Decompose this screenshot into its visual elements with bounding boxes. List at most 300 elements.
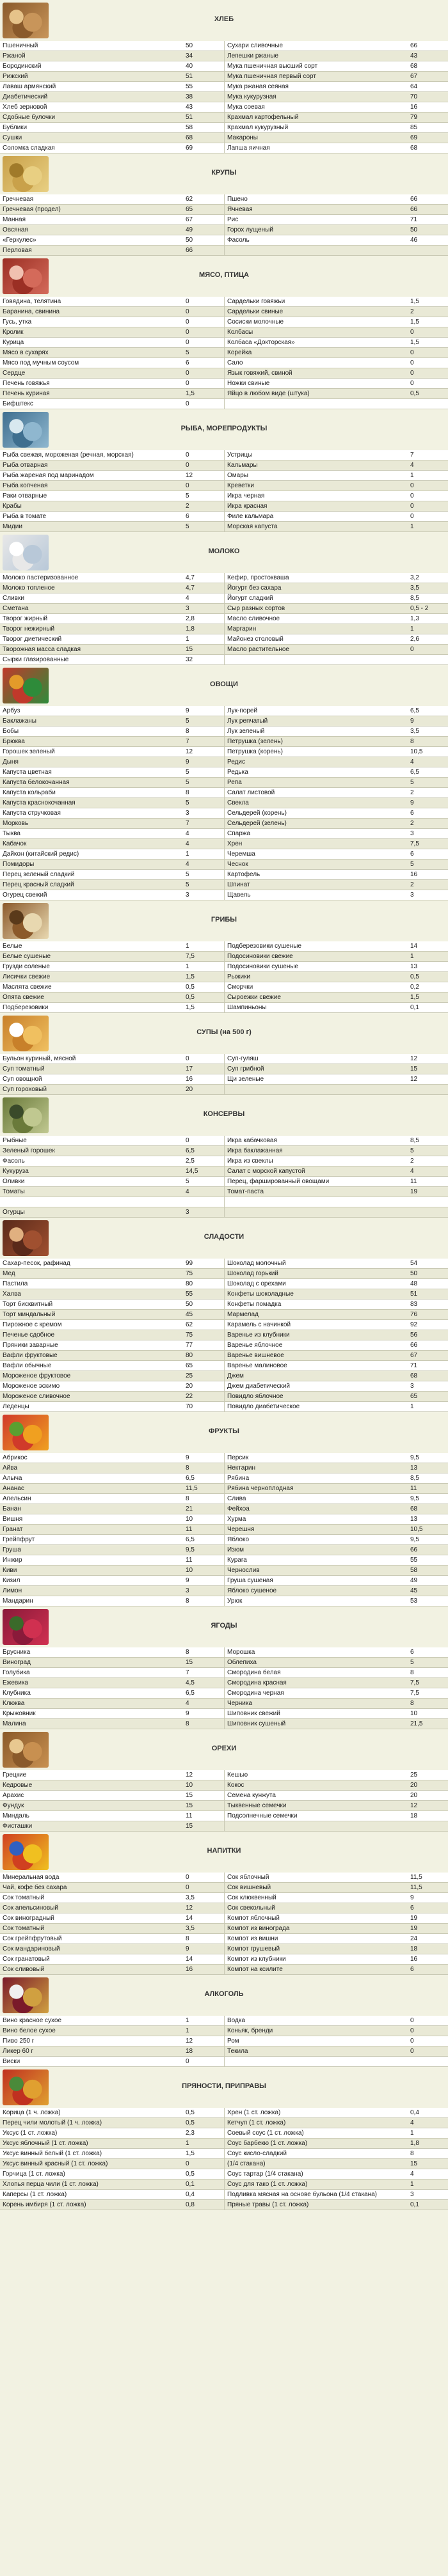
carb-value: 8 xyxy=(183,1463,225,1473)
table-row xyxy=(0,501,448,512)
table-row xyxy=(0,481,448,491)
food-name: Груша сушеная xyxy=(225,1576,408,1586)
carb-value: 4,7 xyxy=(183,583,225,593)
food-name: Творог диетический xyxy=(0,634,183,645)
table-row xyxy=(0,102,448,113)
food-name: Капуста стручковая xyxy=(0,808,183,819)
food-name: Перловая xyxy=(0,246,183,256)
carb-value: 25 xyxy=(408,1770,448,1780)
table-row xyxy=(0,317,448,327)
food-name: Арбуз xyxy=(0,706,183,716)
food-name: Помидоры xyxy=(0,860,183,870)
carb-value: 3 xyxy=(408,890,448,900)
table-row xyxy=(0,1473,448,1484)
carb-value: 4 xyxy=(183,839,225,849)
table-row xyxy=(0,1954,448,1965)
food-name: Капуста белокочанная xyxy=(0,778,183,788)
table-row xyxy=(0,338,448,348)
carb-value: 9 xyxy=(183,757,225,767)
food-name: Повидло диабетическое xyxy=(225,1402,408,1412)
carb-value xyxy=(408,2057,448,2067)
carb-value xyxy=(408,1085,448,1095)
carb-value: 14 xyxy=(183,1913,225,1924)
section-title: СУПЫ (на 500 г) xyxy=(196,1028,252,1036)
carb-value: 1 xyxy=(408,2179,448,2190)
carb-value: 67 xyxy=(408,1351,448,1361)
food-name: Яблоко сушеное xyxy=(225,1586,408,1596)
food-name: Редис xyxy=(225,757,408,767)
table-row xyxy=(0,61,448,72)
carb-value: 17 xyxy=(183,1064,225,1074)
carb-value: 14 xyxy=(183,1954,225,1965)
table-row xyxy=(0,82,448,92)
carb-value: 11 xyxy=(408,1484,448,1494)
food-name: Чернослив xyxy=(225,1566,408,1576)
food-name: Мука ржаная сеяная xyxy=(225,82,408,92)
table-row xyxy=(0,399,448,409)
carb-value: 20 xyxy=(183,1381,225,1392)
table-row xyxy=(0,634,448,645)
carb-value: 32 xyxy=(183,655,225,665)
carb-value: 0,8 xyxy=(183,2200,225,2210)
carb-value: 1 xyxy=(408,952,448,962)
food-name: Подосиновики свежие xyxy=(225,952,408,962)
carb-value: 8 xyxy=(183,1719,225,1729)
carb-value: 20 xyxy=(408,1780,448,1791)
table-row xyxy=(0,757,448,767)
carb-value: 43 xyxy=(408,51,448,61)
carb-value: 51 xyxy=(183,72,225,82)
carb-value: 2 xyxy=(408,307,448,317)
carb-value xyxy=(408,399,448,409)
food-name: Черешня xyxy=(225,1525,408,1535)
food-name: Масло сливочное xyxy=(225,614,408,624)
food-name: Хлеб зерновой xyxy=(0,102,183,113)
table-row xyxy=(0,327,448,338)
carb-value: 0 xyxy=(408,327,448,338)
carb-value: 0 xyxy=(408,379,448,389)
food-name: Сок гранатовый xyxy=(0,1954,183,1965)
food-name: Подберезовики сушеные xyxy=(225,941,408,952)
food-name: Варенье вишневое xyxy=(225,1351,408,1361)
table-row xyxy=(0,1903,448,1913)
food-name: Капуста краснокочанная xyxy=(0,798,183,808)
food-name: Крабы xyxy=(0,501,183,512)
food-name: Водка xyxy=(225,2016,408,2026)
carb-value: 0 xyxy=(183,317,225,327)
table-row xyxy=(0,2046,448,2057)
food-name: Рыжики xyxy=(225,972,408,982)
table-row xyxy=(0,450,448,460)
table-row xyxy=(0,624,448,634)
table-row xyxy=(0,798,448,808)
food-name: Урюк xyxy=(225,1596,408,1606)
food-name: Белые xyxy=(0,941,183,952)
carb-value: 66 xyxy=(408,1340,448,1351)
food-name: Виноград xyxy=(0,1658,183,1668)
food-name: Печенье сдобное xyxy=(0,1330,183,1340)
food-name: Йогурт сладкий xyxy=(225,593,408,604)
carb-value xyxy=(408,1821,448,1832)
food-name: Шоколад горький xyxy=(225,1269,408,1279)
food-table xyxy=(0,1453,448,1606)
carb-value: 5 xyxy=(183,522,225,532)
food-name: Соус барбекю (1 ст. ложка) xyxy=(225,2139,408,2149)
food-name: Подливка мясная на основе бульона (1/4 стакана) xyxy=(225,2190,408,2200)
food-name xyxy=(225,655,408,665)
carb-value: 1,5 xyxy=(183,2149,225,2159)
food-name: Сливки xyxy=(0,593,183,604)
food-name: Филе кальмара xyxy=(225,512,408,522)
table-row xyxy=(0,2036,448,2046)
table-row xyxy=(0,1770,448,1780)
food-name: Томат-паста xyxy=(225,1187,408,1197)
food-name: Крахмал кукурузный xyxy=(225,123,408,133)
carb-value: 1 xyxy=(408,2128,448,2139)
table-row xyxy=(0,1873,448,1883)
carb-value: 6 xyxy=(408,808,448,819)
carb-value: 0 xyxy=(183,297,225,307)
table-row xyxy=(0,2128,448,2139)
carb-value: 13 xyxy=(408,1463,448,1473)
table-row xyxy=(0,747,448,757)
carb-value: 0,5 xyxy=(183,2169,225,2179)
section-title: ХЛЕБ xyxy=(214,15,234,23)
table-row xyxy=(0,205,448,215)
food-name: Кедровые xyxy=(0,1780,183,1791)
carb-value: 1 xyxy=(183,634,225,645)
carb-value: 21 xyxy=(183,1504,225,1514)
food-name: Фисташки xyxy=(0,1821,183,1832)
carb-value: 15 xyxy=(183,1791,225,1801)
carb-value: 2 xyxy=(408,880,448,890)
food-name: Сметана xyxy=(0,604,183,614)
food-name: Маргарин xyxy=(225,624,408,634)
food-name: Конфеты помадка xyxy=(225,1300,408,1310)
carb-value: 65 xyxy=(408,1392,448,1402)
food-name: Перец чили молотый (1 ч. ложка) xyxy=(0,2118,183,2128)
carb-value: 1 xyxy=(183,849,225,860)
carb-value: 0,1 xyxy=(408,2200,448,2210)
food-name: Виски xyxy=(0,2057,183,2067)
food-name: Компот из вишни xyxy=(225,1934,408,1944)
carb-value: 0,5 xyxy=(183,2118,225,2128)
food-name: Халва xyxy=(0,1289,183,1300)
food-name: Сок мандариновый xyxy=(0,1944,183,1954)
food-name: Инжир xyxy=(0,1555,183,1566)
carb-value: 68 xyxy=(408,1371,448,1381)
food-name: Мидии xyxy=(0,522,183,532)
table-row xyxy=(0,1402,448,1412)
table-row xyxy=(0,522,448,532)
food-name: Вафли обычные xyxy=(0,1361,183,1371)
carb-value: 2 xyxy=(408,1156,448,1166)
carb-value: 5 xyxy=(408,1146,448,1156)
food-name: Рыба копченая xyxy=(0,481,183,491)
carb-value: 50 xyxy=(183,1300,225,1310)
food-name: Груша xyxy=(0,1545,183,1555)
food-name: Уксус винный белый (1 ст. ложка) xyxy=(0,2149,183,2159)
food-name: Вино белое сухое xyxy=(0,2026,183,2036)
food-name: Арахис xyxy=(0,1791,183,1801)
carb-value: 0,1 xyxy=(183,2179,225,2190)
food-name: Манная xyxy=(0,215,183,225)
table-row xyxy=(0,737,448,747)
carb-value: 0 xyxy=(183,307,225,317)
carb-value: 14 xyxy=(408,941,448,952)
section-header xyxy=(0,1606,448,1647)
table-row xyxy=(0,1310,448,1320)
table-row xyxy=(0,890,448,900)
carb-value: 6 xyxy=(408,1965,448,1975)
carb-value: 1 xyxy=(183,2016,225,2026)
section-title: МОЛОКО xyxy=(208,547,240,555)
table-row xyxy=(0,1647,448,1658)
table-row xyxy=(0,952,448,962)
food-name: Сардельки свиные xyxy=(225,307,408,317)
food-name: Суп томатный xyxy=(0,1064,183,1074)
carb-value: 0,5 xyxy=(183,2108,225,2118)
table-row xyxy=(0,1596,448,1606)
carb-value: 0 xyxy=(183,379,225,389)
section-title: КРУПЫ xyxy=(211,169,237,177)
food-name: Корица (1 ч. ложка) xyxy=(0,2108,183,2118)
table-row xyxy=(0,1699,448,1709)
carb-value: 67 xyxy=(408,72,448,82)
table-row xyxy=(0,993,448,1003)
food-name: Сыроежки свежие xyxy=(225,993,408,1003)
carb-value: 0 xyxy=(183,481,225,491)
food-name: Лук-порей xyxy=(225,706,408,716)
food-name: Курага xyxy=(225,1555,408,1566)
food-table xyxy=(0,2108,448,2210)
table-row xyxy=(0,297,448,307)
carb-value: 10 xyxy=(408,1709,448,1719)
food-name: Йогурт без сахара xyxy=(225,583,408,593)
food-name: Лаваш армянский xyxy=(0,82,183,92)
carb-value: 4 xyxy=(183,860,225,870)
food-name xyxy=(225,1207,408,1218)
food-name xyxy=(225,246,408,256)
food-name: Компот из винограда xyxy=(225,1924,408,1934)
carb-value: 68 xyxy=(408,61,448,72)
table-row xyxy=(0,1269,448,1279)
food-name: Печень говяжья xyxy=(0,379,183,389)
carb-value: 0 xyxy=(408,501,448,512)
carb-value: 0 xyxy=(408,2046,448,2057)
carb-value: 5 xyxy=(408,860,448,870)
carb-value: 6 xyxy=(408,849,448,860)
food-name: Брусника xyxy=(0,1647,183,1658)
section xyxy=(0,900,448,1013)
carb-value: 5 xyxy=(183,1177,225,1187)
carb-value: 5 xyxy=(183,767,225,778)
food-name: Малина xyxy=(0,1719,183,1729)
food-name xyxy=(225,1085,408,1095)
section-title: КОНСЕРВЫ xyxy=(203,1110,245,1118)
carb-value: 0 xyxy=(183,327,225,338)
table-row xyxy=(0,2118,448,2128)
food-name: Оливки xyxy=(0,1177,183,1187)
carb-value: 19 xyxy=(408,1924,448,1934)
food-name: Корень имбиря (1 ст. ложка) xyxy=(0,2200,183,2210)
carb-value: 3,5 xyxy=(183,1924,225,1934)
carb-value: 99 xyxy=(183,1259,225,1269)
table-row xyxy=(0,1177,448,1187)
table-row xyxy=(0,1494,448,1504)
carb-value: 0 xyxy=(408,512,448,522)
food-name: Грецкие xyxy=(0,1770,183,1780)
carb-value: 15 xyxy=(183,1658,225,1668)
food-name: Икра красная xyxy=(225,501,408,512)
carb-value: 11 xyxy=(408,1177,448,1187)
food-name: Баклажаны xyxy=(0,716,183,726)
carb-value: 75 xyxy=(183,1269,225,1279)
table-row xyxy=(0,1085,448,1095)
carb-value: 4 xyxy=(183,593,225,604)
food-name: Горошек зеленый xyxy=(0,747,183,757)
food-name: Сушки xyxy=(0,133,183,143)
carb-value: 12 xyxy=(408,1074,448,1085)
food-name: Пастила xyxy=(0,1279,183,1289)
food-name: Крахмал картофельный xyxy=(225,113,408,123)
section xyxy=(0,0,448,153)
carb-value: 3,2 xyxy=(408,573,448,583)
carb-value: 7,5 xyxy=(408,1688,448,1699)
food-name: Рижский xyxy=(0,72,183,82)
carb-value: 62 xyxy=(183,194,225,205)
carb-value: 66 xyxy=(183,246,225,256)
food-name: Сок апельсиновый xyxy=(0,1903,183,1913)
carb-value: 1 xyxy=(408,522,448,532)
carb-value: 12 xyxy=(183,1903,225,1913)
food-name: Подсолнечные семечки xyxy=(225,1811,408,1821)
carb-value: 68 xyxy=(408,143,448,153)
table-row xyxy=(0,941,448,952)
table-row xyxy=(0,471,448,481)
carb-value: 22 xyxy=(183,1392,225,1402)
carb-value: 80 xyxy=(183,1351,225,1361)
section-header xyxy=(0,900,448,941)
carb-value: 10,5 xyxy=(408,747,448,757)
food-name: Суп-гуляш xyxy=(225,1054,408,1064)
food-name: Петрушка (зелень) xyxy=(225,737,408,747)
carb-value: 21,5 xyxy=(408,1719,448,1729)
table-row xyxy=(0,113,448,123)
food-name: Леденцы xyxy=(0,1402,183,1412)
table-row xyxy=(0,1330,448,1340)
carb-value: 16 xyxy=(408,870,448,880)
carb-value: 0 xyxy=(408,481,448,491)
carb-value: 7 xyxy=(183,1668,225,1678)
food-name: Черника xyxy=(225,1699,408,1709)
carb-value: 34 xyxy=(183,51,225,61)
food-name: Маслята свежие xyxy=(0,982,183,993)
carb-value: 0 xyxy=(183,368,225,379)
carb-value: 0 xyxy=(183,450,225,460)
food-name: Шиповник свежий xyxy=(225,1709,408,1719)
food-name: Киви xyxy=(0,1566,183,1576)
food-table xyxy=(0,194,448,256)
section-header xyxy=(0,0,448,41)
food-name: Кефир, простокваша xyxy=(225,573,408,583)
food-table xyxy=(0,1054,448,1095)
table-row xyxy=(0,1361,448,1371)
food-name: Капуста кольраби xyxy=(0,788,183,798)
section xyxy=(0,2067,448,2210)
carb-value: 9 xyxy=(183,1944,225,1954)
carb-value: 67 xyxy=(183,215,225,225)
carb-value: 9 xyxy=(408,798,448,808)
food-name: Подберезовики xyxy=(0,1003,183,1013)
section-header xyxy=(0,532,448,573)
carb-value: 7 xyxy=(183,819,225,829)
section xyxy=(0,1218,448,1412)
table-row xyxy=(0,1381,448,1392)
food-name: Опята свежие xyxy=(0,993,183,1003)
table-row xyxy=(0,460,448,471)
carb-value: 1,5 xyxy=(408,317,448,327)
carb-value: 15 xyxy=(408,1064,448,1074)
section-title: ОРЕХИ xyxy=(211,1745,237,1752)
carb-value: 0,4 xyxy=(408,2108,448,2118)
food-name: Рыба в томате xyxy=(0,512,183,522)
food-name: Ржаной xyxy=(0,51,183,61)
table-row xyxy=(0,849,448,860)
food-name: Бульон куриный, мясной xyxy=(0,1054,183,1064)
carb-value: 55 xyxy=(408,1555,448,1566)
carb-value: 1,5 xyxy=(408,993,448,1003)
food-name: Кукуруза xyxy=(0,1166,183,1177)
food-name: Тыквенные семечки xyxy=(225,1801,408,1811)
food-name: Морская капуста xyxy=(225,522,408,532)
food-name: Баранина, свинина xyxy=(0,307,183,317)
carb-value: 51 xyxy=(183,113,225,123)
table-row xyxy=(0,215,448,225)
food-name: Ликер 60 г xyxy=(0,2046,183,2057)
food-name: Перец зеленый сладкий xyxy=(0,870,183,880)
table-row xyxy=(0,1801,448,1811)
food-name: Бифштекс xyxy=(0,399,183,409)
carb-value: 1 xyxy=(183,2026,225,2036)
carb-value: 69 xyxy=(183,143,225,153)
section-header xyxy=(0,153,448,194)
food-name: Рис xyxy=(225,215,408,225)
section-title: НАПИТКИ xyxy=(207,1847,241,1855)
table-row xyxy=(0,1371,448,1381)
food-table xyxy=(0,450,448,532)
carb-value: 3 xyxy=(408,1381,448,1392)
table-row xyxy=(0,348,448,358)
food-name: Пиво 250 г xyxy=(0,2036,183,2046)
table-row xyxy=(0,1566,448,1576)
section-header xyxy=(0,1832,448,1873)
food-name: Уксус (1 ст. ложка) xyxy=(0,2128,183,2139)
table-row xyxy=(0,1821,448,1832)
section-header xyxy=(0,1013,448,1054)
carb-value: 16 xyxy=(183,1074,225,1085)
carb-value: 7 xyxy=(183,737,225,747)
food-name xyxy=(225,2057,408,2067)
food-name: Конфеты шоколадные xyxy=(225,1289,408,1300)
section-header xyxy=(0,2067,448,2108)
food-name: Томаты xyxy=(0,1187,183,1197)
table-row xyxy=(0,1340,448,1351)
carb-value: 3 xyxy=(183,1586,225,1596)
carb-value: 12 xyxy=(408,1054,448,1064)
carb-value: 4 xyxy=(183,1187,225,1197)
carb-value: 48 xyxy=(408,1279,448,1289)
